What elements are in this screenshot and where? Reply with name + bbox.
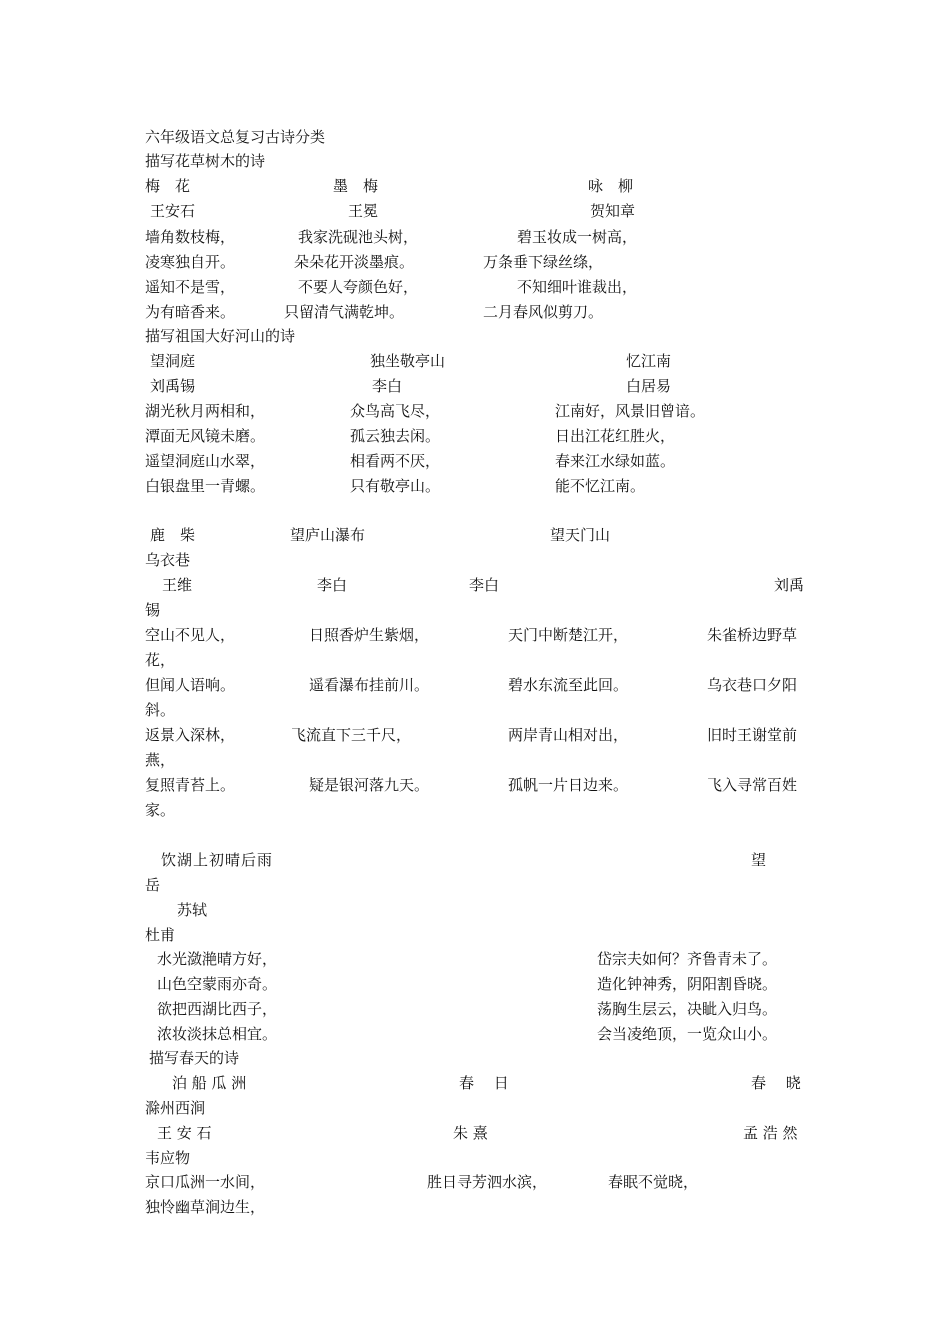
poem-line: 会当凌绝顶，一览众山小。 <box>597 1025 778 1043</box>
poem-line: 山色空蒙雨亦奇。 <box>157 975 278 993</box>
poem-author: 王维 <box>162 576 193 594</box>
poem-line: 独怜幽草涧边生， <box>145 1198 266 1216</box>
poem-line: 我家洗砚池头树， <box>298 228 419 246</box>
poem-line: 胜日寻芳泗水滨， <box>427 1173 548 1191</box>
poem-line: 日照香炉生紫烟， <box>309 626 430 644</box>
poem-title: 春 日 <box>459 1074 509 1092</box>
poem-author: 孟 浩 然 <box>743 1124 798 1142</box>
poem-line: 家。 <box>145 801 176 819</box>
poem-author: 刘禹锡 <box>150 377 196 395</box>
poem-title: 望天门山 <box>550 526 611 544</box>
poem-line: 墙角数枝梅， <box>145 228 236 246</box>
poem-line: 旧时王谢堂前 <box>707 726 798 744</box>
poem-author: 刘禹 <box>774 576 805 594</box>
poem-title: 咏 柳 <box>588 177 634 195</box>
poem-title: 滁州西涧 <box>145 1099 206 1117</box>
poem-line: 乌衣巷口夕阳 <box>707 676 798 694</box>
poem-line: 春来江水绿如蓝。 <box>555 452 676 470</box>
poem-author: 锡 <box>145 601 161 619</box>
poem-line: 但闻人语响。 <box>145 676 236 694</box>
poem-title: 望 <box>751 851 767 869</box>
poem-line: 白银盘里一青螺。 <box>145 477 266 495</box>
poem-line: 遥望洞庭山水翠， <box>145 452 266 470</box>
poem-line: 空山不见人， <box>145 626 236 644</box>
poem-line: 潭面无风镜未磨。 <box>145 427 266 445</box>
poem-author: 王 安 石 <box>157 1124 212 1142</box>
poem-author: 王安石 <box>150 202 196 220</box>
poem-title: 墨 梅 <box>333 177 379 195</box>
poem-line: 相看两不厌， <box>350 452 441 470</box>
poem-title: 望洞庭 <box>150 352 196 370</box>
poem-line: 朵朵花开淡墨痕。 <box>294 253 415 271</box>
poem-title: 梅 花 <box>145 177 191 195</box>
poem-line: 众鸟高飞尽， <box>350 402 441 420</box>
poem-line: 荡胸生层云，决眦入归鸟。 <box>597 1000 778 1018</box>
poem-line: 水光潋滟晴方好， <box>157 950 278 968</box>
poem-title: 岳 <box>145 876 161 894</box>
poem-author: 杜甫 <box>145 926 176 944</box>
poem-line: 返景入深林， <box>145 726 236 744</box>
poem-line: 飞流直下三千尺， <box>291 726 412 744</box>
poem-line: 造化钟神秀，阴阳割昏晓。 <box>597 975 778 993</box>
poem-line: 遥看瀑布挂前川。 <box>309 676 430 694</box>
poem-author: 韦应物 <box>145 1149 191 1167</box>
poem-author: 贺知章 <box>590 202 636 220</box>
poem-title: 饮湖上初晴后雨 <box>161 851 274 869</box>
poem-line: 碧玉妆成一树高， <box>517 228 638 246</box>
section-heading-spring: 描写春天的诗 <box>149 1049 240 1067</box>
poem-line: 不知细叶谁裁出， <box>517 278 638 296</box>
poem-line: 斜。 <box>145 701 176 719</box>
poem-line: 飞入寻常百姓 <box>707 776 798 794</box>
poem-line: 复照青苔上。 <box>145 776 236 794</box>
poem-line: 二月春风似剪刀。 <box>483 303 604 321</box>
poem-author: 李白 <box>317 576 348 594</box>
poem-author: 白居易 <box>626 377 672 395</box>
poem-title: 乌衣巷 <box>145 551 191 569</box>
poem-line: 岱宗夫如何？齐鲁青未了。 <box>597 950 778 968</box>
poem-line: 孤帆一片日边来。 <box>508 776 629 794</box>
poem-title: 望庐山瀑布 <box>290 526 366 544</box>
poem-line: 花， <box>145 651 176 669</box>
poem-line: 孤云独去闲。 <box>350 427 441 445</box>
poem-line: 只有敬亭山。 <box>350 477 441 495</box>
section-heading-flowers: 描写花草树木的诗 <box>145 152 266 170</box>
section-heading-landscape: 描写祖国大好河山的诗 <box>145 327 296 345</box>
poem-author: 李白 <box>469 576 500 594</box>
poem-line: 京口瓜洲一水间， <box>145 1173 266 1191</box>
poem-line: 天门中断楚江开， <box>508 626 629 644</box>
poem-line: 遥知不是雪， <box>145 278 236 296</box>
poem-author: 苏轼 <box>177 901 208 919</box>
poem-title: 独坐敬亭山 <box>370 352 446 370</box>
poem-author: 朱 熹 <box>453 1124 488 1142</box>
poem-line: 日出江花红胜火， <box>555 427 676 445</box>
poem-line: 浓妆淡抹总相宜。 <box>157 1025 278 1043</box>
poem-line: 只留清气满乾坤。 <box>284 303 405 321</box>
poem-line: 万条垂下绿丝绦， <box>483 253 604 271</box>
poem-line: 春眠不觉晓， <box>608 1173 699 1191</box>
poem-line: 凌寒独自开。 <box>145 253 236 271</box>
poem-title: 鹿 柴 <box>150 526 196 544</box>
poem-line: 江南好，风景旧曾谙。 <box>555 402 706 420</box>
poem-title: 忆江南 <box>626 352 672 370</box>
poem-line: 两岸青山相对出， <box>508 726 629 744</box>
poem-line: 疑是银河落九天。 <box>309 776 430 794</box>
poem-author: 李白 <box>372 377 403 395</box>
poem-line: 为有暗香来。 <box>145 303 236 321</box>
poem-line: 碧水东流至此回。 <box>508 676 629 694</box>
poem-line: 湖光秋月两相和， <box>145 402 266 420</box>
poem-line: 欲把西湖比西子， <box>157 1000 278 1018</box>
poem-line: 能不忆江南。 <box>555 477 646 495</box>
poem-line: 朱雀桥边野草 <box>707 626 798 644</box>
document-title: 六年级语文总复习古诗分类 <box>145 128 326 146</box>
poem-title: 春 晓 <box>751 1074 801 1092</box>
poem-title: 泊 船 瓜 洲 <box>172 1074 247 1092</box>
poem-line: 不要人夸颜色好， <box>298 278 419 296</box>
poem-author: 王冕 <box>348 202 379 220</box>
poem-line: 燕， <box>145 751 176 769</box>
